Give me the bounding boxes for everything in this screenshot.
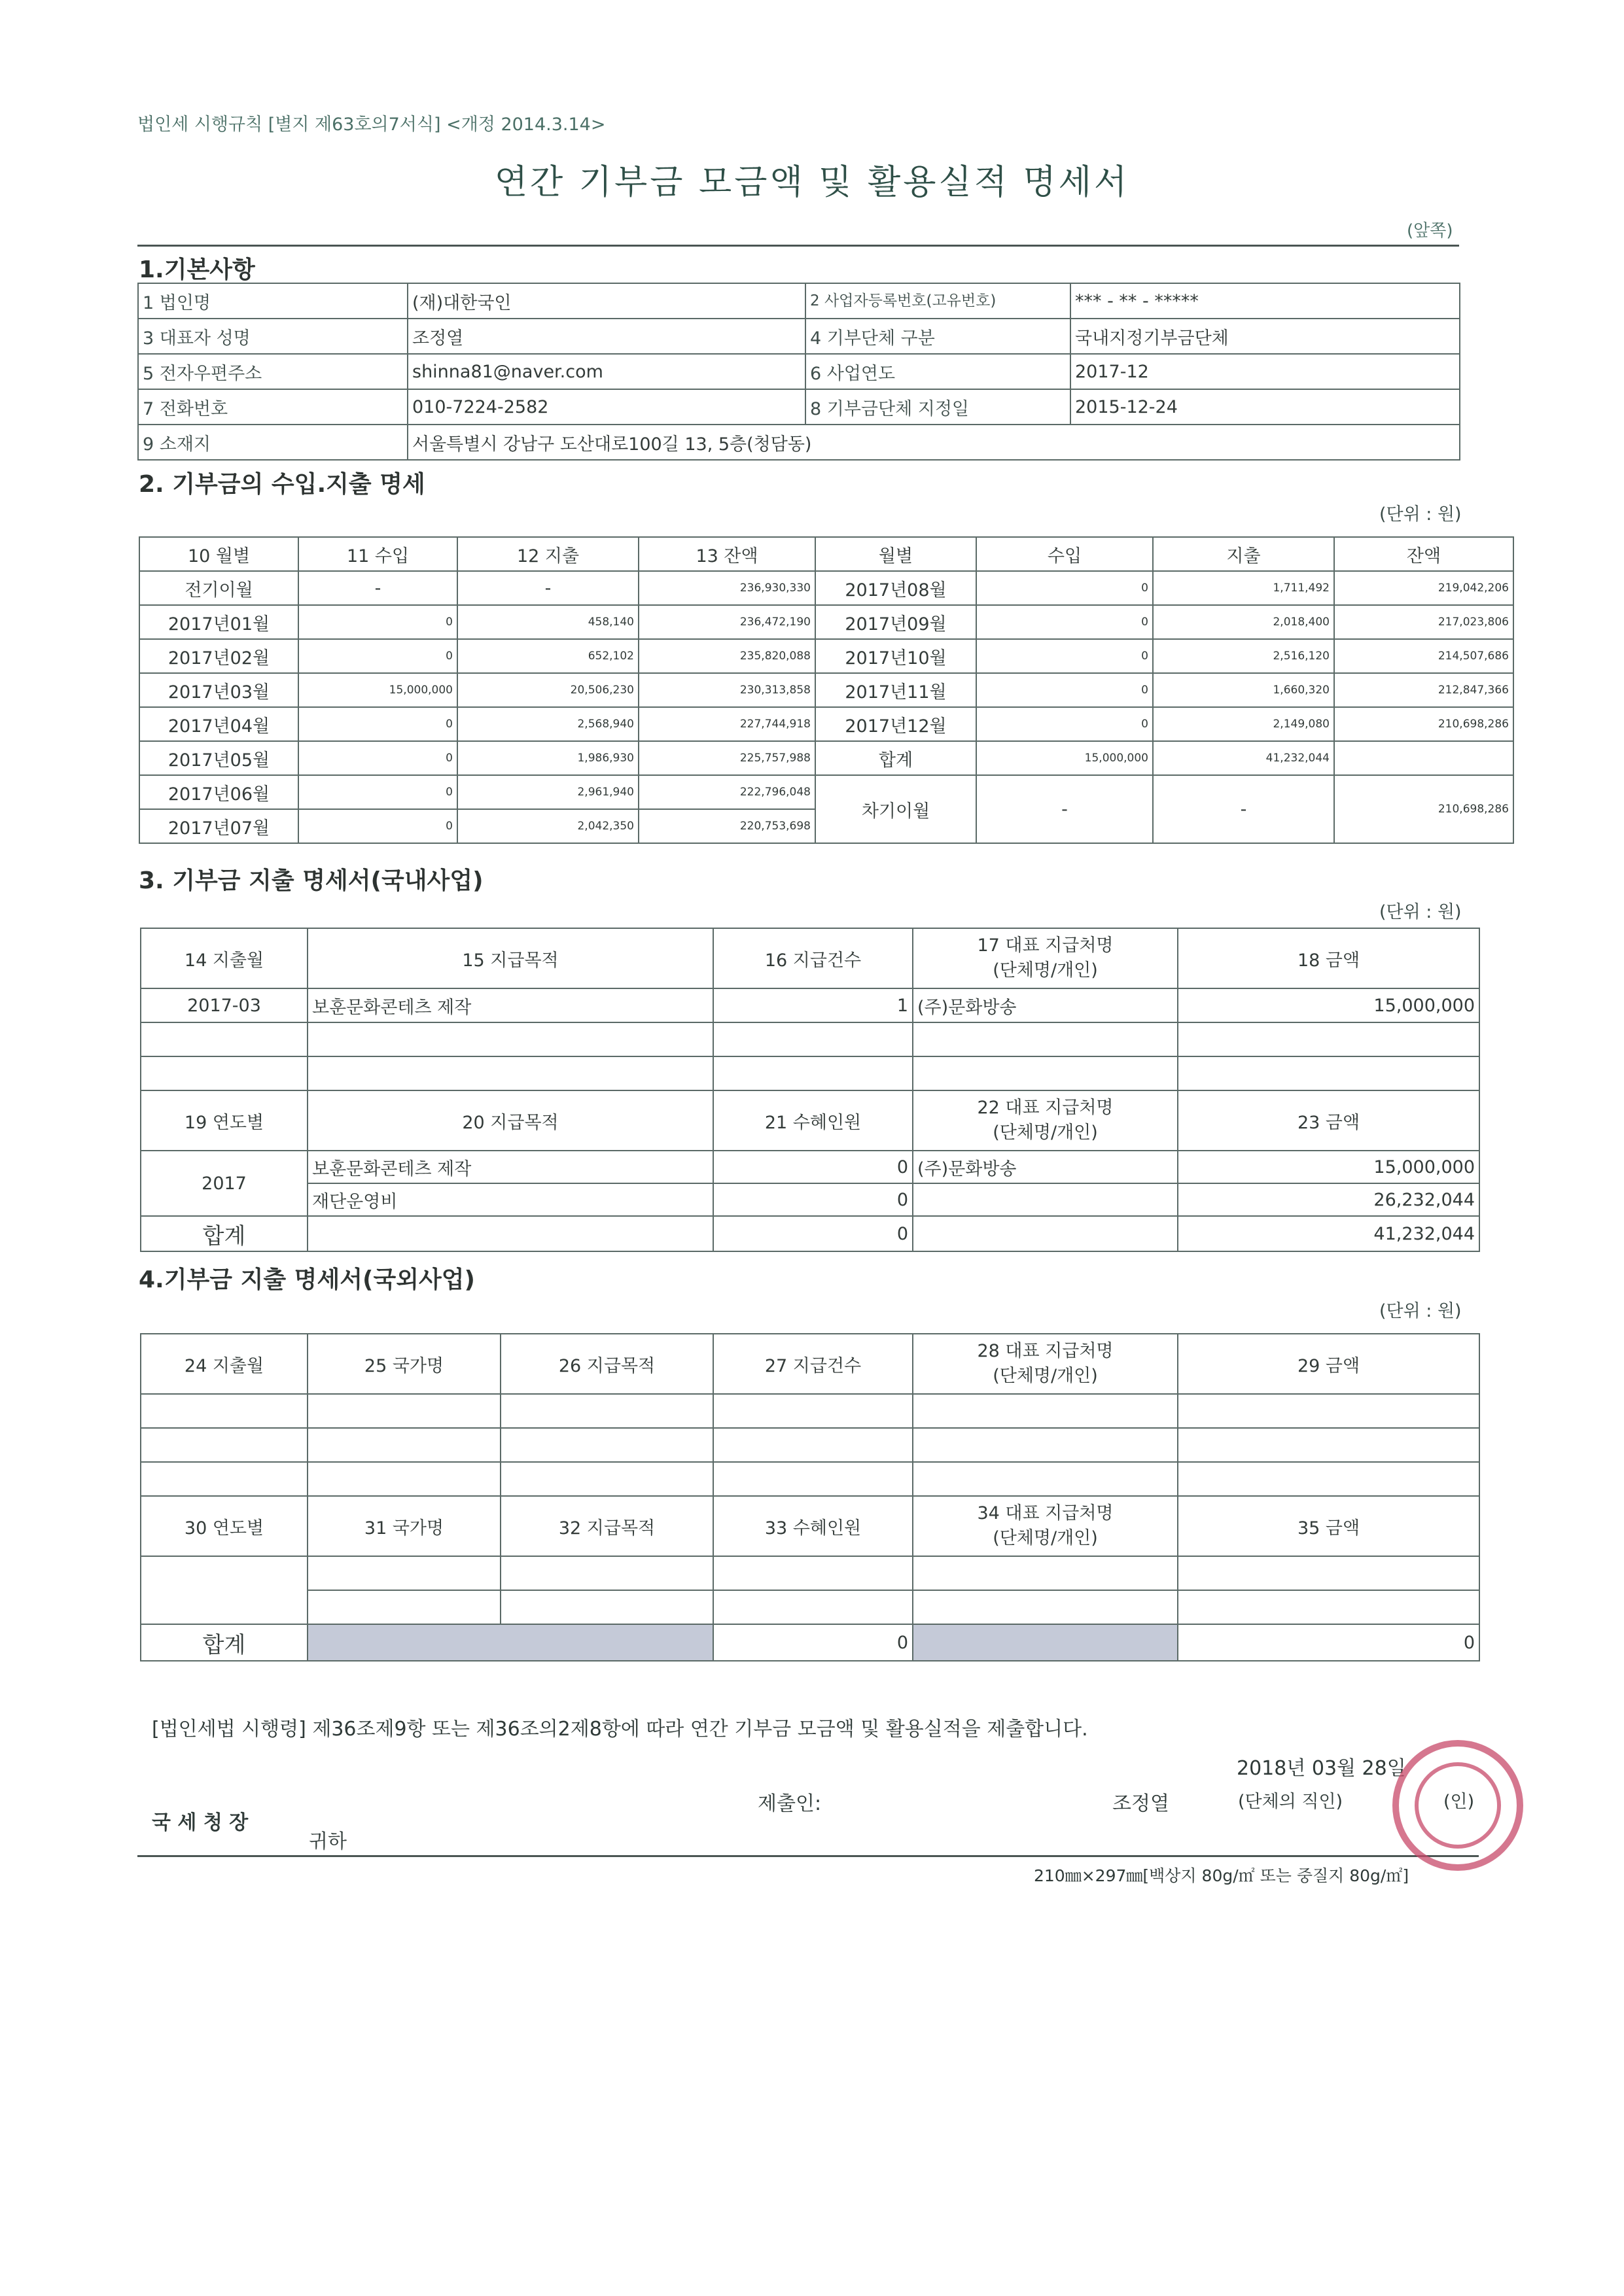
for-col-amount: 29 금액: [1178, 1334, 1479, 1394]
balance-cell: 220,753,698: [639, 809, 815, 843]
for-total-shaded-2: [913, 1624, 1178, 1661]
income-row: [139, 707, 1513, 741]
income-cell: 15,000,000: [976, 741, 1153, 775]
email-value: shinna81@naver.com: [408, 354, 805, 389]
address-label: 9 소재지: [138, 425, 408, 460]
expense-cell: 41,232,044: [1153, 741, 1334, 775]
expense-cell: 2,961,940: [457, 775, 639, 809]
for-total-count: 0: [713, 1624, 913, 1661]
foreign-header-1: [141, 1334, 1479, 1394]
expense-cell: 1,660,320: [1153, 673, 1334, 707]
carry-expense-cell: -: [1153, 775, 1334, 843]
designation-date-value: 2015-12-24: [1070, 389, 1460, 425]
balance-cell: 212,847,366: [1334, 673, 1513, 707]
income-cell: 0: [298, 639, 457, 673]
expense-cell: 652,102: [457, 639, 639, 673]
income-row: [139, 775, 1513, 809]
biz-number-label: 2 사업자등록번호(고유번호): [805, 283, 1070, 319]
bottom-rule: [137, 1855, 1479, 1857]
foreign-empty-row: [141, 1462, 1479, 1496]
income-cell: 0: [298, 605, 457, 639]
dom-year-purpose: 재단운영비: [308, 1183, 713, 1216]
domestic-header-2: [141, 1090, 1479, 1151]
foreign-year-row: [141, 1590, 1479, 1624]
dom-year-count: 0: [713, 1183, 913, 1216]
domestic-year-row: [141, 1151, 1479, 1183]
balance-cell: 217,023,806: [1334, 605, 1513, 639]
balance-cell: 219,042,206: [1334, 571, 1513, 605]
foreign-year-row: [141, 1556, 1479, 1590]
col-income-2: 수입: [976, 537, 1153, 571]
foreign-empty-row: [141, 1428, 1479, 1462]
month-cell: 2017년01월: [139, 605, 298, 639]
income-cell: 0: [298, 775, 457, 809]
income-cell: 0: [298, 741, 457, 775]
income-cell: 0: [298, 707, 457, 741]
income-row: [139, 605, 1513, 639]
recipient: 국 세 청 장: [152, 1811, 249, 1834]
balance-cell: 235,820,088: [639, 639, 815, 673]
basic-row: [138, 354, 1460, 389]
balance-cell: 236,930,330: [639, 571, 815, 605]
income-cell: 0: [976, 673, 1153, 707]
income-row: [139, 673, 1513, 707]
rep-name-value: 조정열: [408, 319, 805, 354]
month-cell: 합계: [815, 741, 976, 775]
income-section-title: 2. 기부금의 수입.지출 명세: [139, 471, 425, 498]
month-cell: 2017년11월: [815, 673, 976, 707]
dom-year-purpose: 보훈문화콘테츠 제작: [308, 1151, 713, 1183]
balance-cell: [1334, 741, 1513, 775]
domestic-header-1: [141, 928, 1479, 988]
foreign-unit: (단위 : 원): [1379, 1301, 1462, 1321]
dom-col-payee: 17 대표 지급처명 (단체명/개인): [913, 928, 1178, 988]
phone-value: 010-7224-2582: [408, 389, 805, 425]
col-balance-2: 잔액: [1334, 537, 1513, 571]
foreign-header-2: [141, 1496, 1479, 1556]
basic-section-title: 1.기본사항: [139, 256, 255, 283]
for-col-month: 24 지출월: [141, 1334, 308, 1394]
expense-cell: -: [457, 571, 639, 605]
income-unit: (단위 : 원): [1379, 504, 1462, 525]
fiscal-year-value: 2017-12: [1070, 354, 1460, 389]
submitter-label: 제출인:: [758, 1792, 822, 1815]
col-month: 10 월별: [139, 537, 298, 571]
recipient-suffix: 귀하: [309, 1830, 347, 1853]
foreign-table: [140, 1333, 1480, 1661]
foreign-total-row: [141, 1624, 1479, 1661]
dom-col-count: 16 지급건수: [713, 928, 913, 988]
income-row: [139, 741, 1513, 775]
month-cell: 2017년06월: [139, 775, 298, 809]
carry-month-cell: 차기이월: [815, 775, 976, 843]
carry-balance-cell: 210,698,286: [1334, 775, 1513, 843]
expense-cell: 20,506,230: [457, 673, 639, 707]
income-cell: 0: [976, 707, 1153, 741]
domestic-empty-row: [141, 1056, 1479, 1090]
for-col-amount-2: 35 금액: [1178, 1496, 1479, 1556]
month-cell: 2017년07월: [139, 809, 298, 843]
dom-payee: (주)문화방송: [913, 988, 1178, 1022]
col-balance: 13 잔액: [639, 537, 815, 571]
for-col-country-2: 31 국가명: [308, 1496, 501, 1556]
expense-cell: 1,986,930: [457, 741, 639, 775]
domestic-section-title: 3. 기부금 지출 명세서(국내사업): [139, 867, 484, 894]
front-side-label: (앞쪽): [1407, 221, 1453, 241]
dom-col-beneficiaries: 21 수혜인원: [713, 1090, 913, 1151]
dom-col-amount-2: 23 금액: [1178, 1090, 1479, 1151]
income-cell: 15,000,000: [298, 673, 457, 707]
income-header-row: [139, 537, 1513, 571]
dom-total-count: 0: [713, 1216, 913, 1251]
email-label: 5 전자우편주소: [138, 354, 408, 389]
submitter-name: 조정열: [1112, 1792, 1169, 1815]
col-month-2: 월별: [815, 537, 976, 571]
for-col-country: 25 국가명: [308, 1334, 501, 1394]
month-cell: 2017년05월: [139, 741, 298, 775]
official-seal-stamp: [1392, 1740, 1523, 1871]
rep-name-label: 3 대표자 성명: [138, 319, 408, 354]
foreign-section-title: 4.기부금 지출 명세서(국외사업): [139, 1266, 476, 1293]
for-col-payee-2: 34 대표 지급처명 (단체명/개인): [913, 1496, 1178, 1556]
dom-year-amount: 15,000,000: [1178, 1151, 1479, 1183]
org-type-label: 4 기부단체 구분: [805, 319, 1070, 354]
address-value: 서울특별시 강남구 도산대로100길 13, 5층(청담동): [408, 425, 1460, 460]
income-cell: 0: [976, 571, 1153, 605]
dom-month: 2017-03: [141, 988, 308, 1022]
dom-col-payee-2: 22 대표 지급처명 (단체명/개인): [913, 1090, 1178, 1151]
basic-row: [138, 389, 1460, 425]
paper-spec: 210㎜×297㎜[백상지 80g/㎡ 또는 중질지 80g/㎡]: [1034, 1866, 1409, 1885]
expense-cell: 2,516,120: [1153, 639, 1334, 673]
month-cell: 2017년08월: [815, 571, 976, 605]
for-col-year: 30 연도별: [141, 1496, 308, 1556]
biz-number-value: *** - ** - *****: [1070, 283, 1460, 319]
expense-cell: 458,140: [457, 605, 639, 639]
month-cell: 전기이월: [139, 571, 298, 605]
org-type-value: 국내지정기부금단체: [1070, 319, 1460, 354]
for-total-label: 합계: [141, 1624, 308, 1661]
dom-col-purpose: 15 지급목적: [308, 928, 713, 988]
corp-name-value: (재)대한국인: [408, 283, 805, 319]
dom-year: 2017: [141, 1151, 308, 1216]
domestic-table: [140, 928, 1480, 1252]
domestic-empty-row: [141, 1022, 1479, 1056]
income-cell: 0: [976, 639, 1153, 673]
col-expense-2: 지출: [1153, 537, 1334, 571]
for-col-beneficiaries: 33 수혜인원: [713, 1496, 913, 1556]
balance-cell: 214,507,686: [1334, 639, 1513, 673]
for-col-count: 27 지급건수: [713, 1334, 913, 1394]
carry-income-cell: -: [976, 775, 1153, 843]
for-total-shaded: [308, 1624, 713, 1661]
month-cell: 2017년03월: [139, 673, 298, 707]
footer-statement: [법인세법 시행령] 제36조제9항 또는 제36조의2제8항에 따라 연간 기부금 모금액 및 활용실적을 제출합니다.: [152, 1718, 1088, 1741]
income-cell: 0: [298, 809, 457, 843]
expense-cell: 1,711,492: [1153, 571, 1334, 605]
balance-cell: 225,757,988: [639, 741, 815, 775]
basic-row: [138, 319, 1460, 354]
month-cell: 2017년04월: [139, 707, 298, 741]
fiscal-year-label: 6 사업연도: [805, 354, 1070, 389]
balance-cell: 230,313,858: [639, 673, 815, 707]
for-col-payee: 28 대표 지급처명 (단체명/개인): [913, 1334, 1178, 1394]
expense-cell: 2,042,350: [457, 809, 639, 843]
dom-col-year: 19 연도별: [141, 1090, 308, 1151]
for-col-purpose-2: 32 지급목적: [501, 1496, 713, 1556]
dom-col-amount: 18 금액: [1178, 928, 1479, 988]
expense-cell: 2,149,080: [1153, 707, 1334, 741]
dom-year-payee: [913, 1183, 1178, 1216]
month-cell: 2017년02월: [139, 639, 298, 673]
dom-year-amount: 26,232,044: [1178, 1183, 1479, 1216]
domestic-unit: (단위 : 원): [1379, 902, 1462, 922]
dom-amount: 15,000,000: [1178, 988, 1479, 1022]
designation-date-label: 8 기부금단체 지정일: [805, 389, 1070, 425]
col-expense: 12 지출: [457, 537, 639, 571]
dom-col-purpose-2: 20 지급목적: [308, 1090, 713, 1151]
expense-cell: 2,568,940: [457, 707, 639, 741]
submit-date: 2018년 03월 28일: [1237, 1757, 1406, 1780]
income-expense-table: [139, 536, 1514, 844]
basic-info-table: [137, 283, 1460, 461]
balance-cell: 227,744,918: [639, 707, 815, 741]
domestic-total-row: [141, 1216, 1479, 1251]
balance-cell: 222,796,048: [639, 775, 815, 809]
month-cell: 2017년09월: [815, 605, 976, 639]
balance-cell: 236,472,190: [639, 605, 815, 639]
dom-purpose: 보훈문화콘테츠 제작: [308, 988, 713, 1022]
form-title: 연간 기부금 모금액 및 활용실적 명세서: [494, 163, 1130, 202]
regulation-note: 법인세 시행규칙 [별지 제63호의7서식] <개정 2014.3.14>: [137, 114, 606, 135]
income-row: [139, 639, 1513, 673]
balance-cell: 210,698,286: [1334, 707, 1513, 741]
dom-total-amount: 41,232,044: [1178, 1216, 1479, 1251]
basic-row: [138, 425, 1460, 460]
foreign-empty-row: [141, 1394, 1479, 1428]
dom-col-month: 14 지출월: [141, 928, 308, 988]
basic-row: [138, 283, 1460, 319]
phone-label: 7 전화번호: [138, 389, 408, 425]
domestic-row: [141, 988, 1479, 1022]
seal-mark: (인): [1443, 1792, 1475, 1812]
dom-total-label: 합계: [141, 1216, 308, 1251]
income-row: [139, 571, 1513, 605]
expense-cell: 2,018,400: [1153, 605, 1334, 639]
corp-name-label: 1 법인명: [138, 283, 408, 319]
domestic-year-row: [141, 1183, 1479, 1216]
income-cell: 0: [976, 605, 1153, 639]
top-rule: [137, 245, 1459, 247]
month-cell: 2017년12월: [815, 707, 976, 741]
for-total-amount: 0: [1178, 1624, 1479, 1661]
month-cell: 2017년10월: [815, 639, 976, 673]
col-income: 11 수입: [298, 537, 457, 571]
dom-year-payee: (주)문화방송: [913, 1151, 1178, 1183]
dom-count: 1: [713, 988, 913, 1022]
income-cell: -: [298, 571, 457, 605]
for-col-purpose: 26 지급목적: [501, 1334, 713, 1394]
submitter-role: (단체의 직인): [1238, 1792, 1343, 1812]
dom-year-count: 0: [713, 1151, 913, 1183]
